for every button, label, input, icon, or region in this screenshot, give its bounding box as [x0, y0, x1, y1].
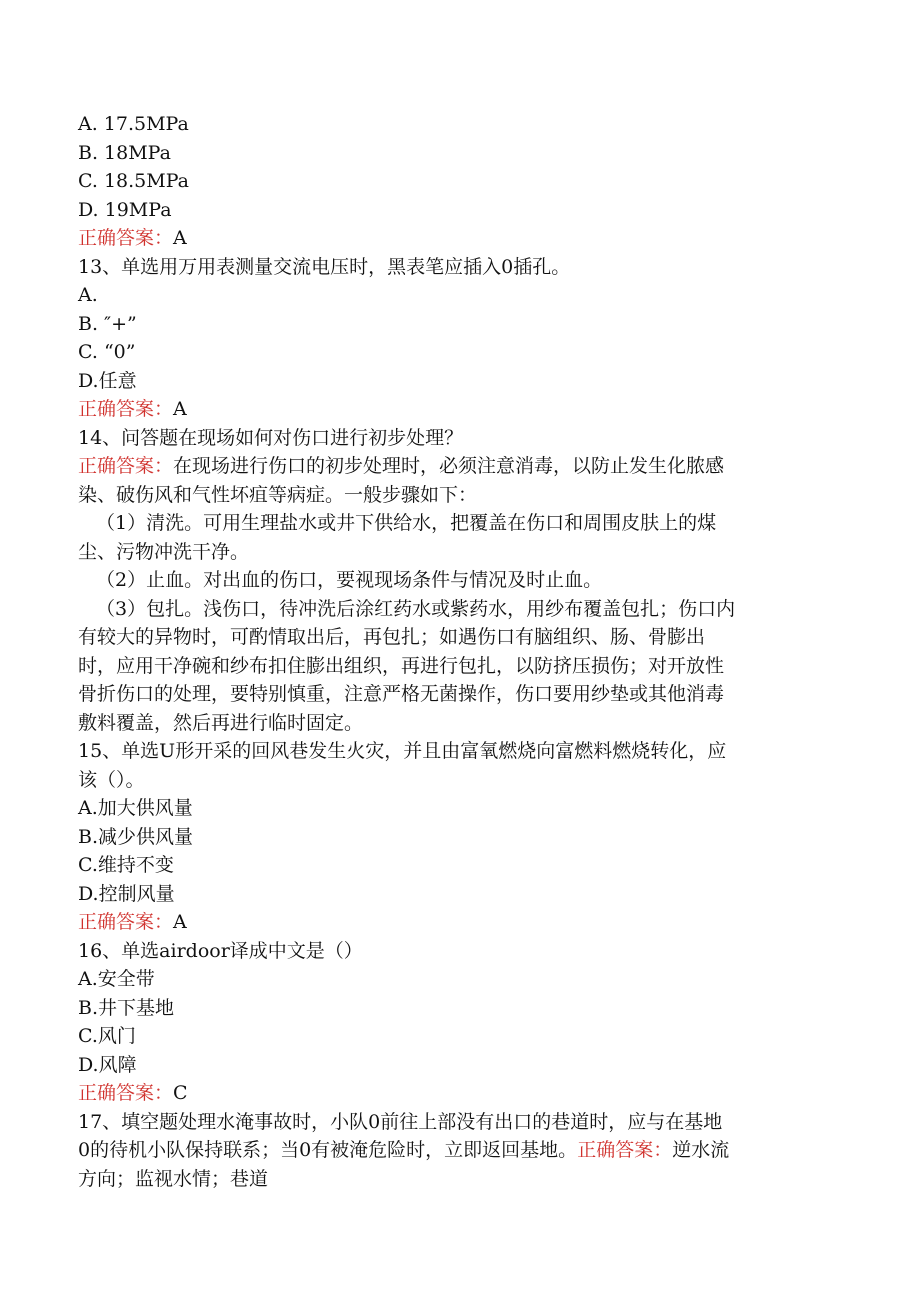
option-b: B.井下基地 [78, 996, 175, 1019]
question-15 [78, 737, 838, 937]
document-page [78, 110, 838, 1193]
question-text: 16、单选airdoor译成中文是（） [78, 939, 363, 962]
option-c: C. 18.5MPa [78, 170, 189, 192]
option-d: D.任意 [78, 369, 137, 392]
step-1-line-1: （1）清洗。可用生理盐水或井下供给水，把覆盖在伤口和周围皮肤上的煤 [96, 512, 717, 534]
answer-label: 正确答案： [78, 911, 174, 933]
answer-value: A [173, 398, 187, 420]
option-a: A.安全带 [78, 968, 155, 990]
answer-intro-1: 在现场进行伤口的初步处理时，必须注意消毒，以防止发生化脓感 [173, 455, 725, 477]
question-13 [78, 253, 838, 424]
step-1-line-2: 尘、污物冲洗干净。 [78, 540, 250, 563]
question-text: 13、单选用万用表测量交流电压时，黑表笔应插入0插孔。 [78, 255, 571, 278]
answer-label: 正确答案： [78, 455, 174, 477]
option-c: C. “0” [78, 341, 136, 363]
option-b: B. ″+” [78, 312, 137, 335]
option-a: A.加大供风量 [78, 797, 193, 819]
answer-value-part-2: 方向；监视水情；巷道 [78, 1167, 269, 1190]
question-text-line-1: 17、填空题处理水淹事故时，小队0前往上部没有出口的巷道时，应与在基地 [78, 1110, 723, 1133]
question-12 [78, 110, 838, 253]
answer-label: 正确答案： [78, 227, 174, 249]
question-text-line-1: 15、单选U形开采的回风巷发生火灾，并且由富氧燃烧向富燃料燃烧转化，应 [78, 740, 727, 762]
step-3-line-3: 时，应用干净碗和纱布扣住膨出组织，再进行包扎，以防挤压损伤；对开放性 [78, 654, 725, 677]
option-c: C.维持不变 [78, 854, 174, 876]
answer-label: 正确答案： [78, 398, 174, 420]
answer-line [78, 908, 838, 937]
step-3-line-5: 敷料覆盖，然后再进行临时固定。 [78, 711, 364, 734]
step-2-line: （2）止血。对出血的伤口，要视现场条件与情况及时止血。 [96, 569, 603, 591]
answer-label: 正确答案： [577, 1139, 673, 1161]
question-text-line-2: 该（）。 [78, 768, 145, 791]
answer-intro-2: 染、破伤风和气性坏疽等病症。一般步骤如下： [78, 483, 478, 506]
answer-value: A [173, 911, 187, 933]
answer-line [78, 224, 838, 253]
answer-value-part-1: 逆水流 [672, 1139, 730, 1161]
step-3-line-2: 有较大的异物时，可酌情取出后，再包扎；如遇伤口有脑组织、肠、骨膨出 [78, 626, 706, 648]
answer-value: A [173, 227, 187, 249]
question-text: 14、问答题在现场如何对伤口进行初步处理？ [78, 426, 464, 449]
option-c: C.风门 [78, 1025, 136, 1047]
option-d: D.风障 [78, 1053, 137, 1076]
step-3-line-4: 骨折伤口的处理，要特别慎重，注意严格无菌操作，伤口要用纱垫或其他消毒 [78, 683, 725, 705]
answer-line [78, 395, 838, 424]
option-b: B. 18MPa [78, 141, 171, 164]
answer-label: 正确答案： [78, 1082, 174, 1104]
step-3-line-1: （3）包扎。浅伤口，待冲洗后涂红药水或紫药水，用纱布覆盖包扎；伤口内 [96, 597, 736, 620]
question-16 [78, 937, 838, 1108]
question-text-line-2 [78, 1136, 838, 1165]
question-text-line-2-text: 0的待机小队保持联系；当0有被淹危险时，立即返回基地。 [78, 1139, 578, 1161]
option-d: D.控制风量 [78, 882, 175, 905]
option-d: D. 19MPa [78, 198, 172, 221]
question-14 [78, 424, 838, 738]
option-a: A. 17.5MPa [78, 113, 189, 135]
answer-value: C [173, 1082, 188, 1104]
question-17 [78, 1108, 838, 1194]
answer-line [78, 1079, 838, 1108]
option-b: B.减少供风量 [78, 825, 194, 848]
answer-line [78, 452, 838, 481]
option-a: A. [78, 284, 98, 306]
